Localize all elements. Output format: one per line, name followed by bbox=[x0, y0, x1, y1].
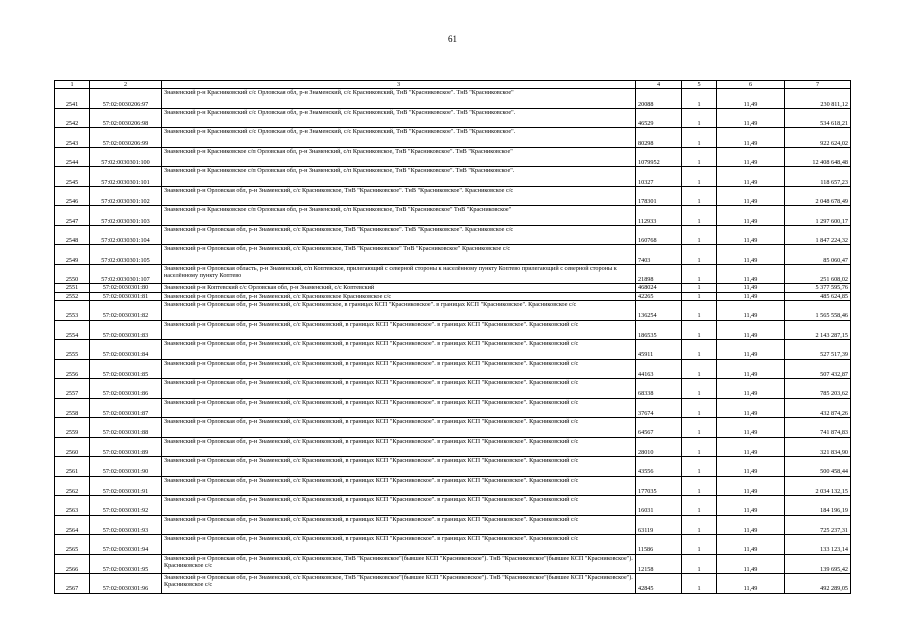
cell-rate: 11,49 bbox=[717, 359, 785, 379]
cell-cadastral-number: 57:02:0030301:91 bbox=[90, 476, 162, 496]
header-col-1: 1 bbox=[55, 81, 90, 89]
registry-table-container bbox=[54, 80, 850, 594]
cell-cadastral-number: 57:02:0030301:81 bbox=[90, 292, 162, 300]
cell-area: 20088 bbox=[636, 89, 682, 109]
header-col-6: 6 bbox=[717, 81, 785, 89]
cell-row-number: 2550 bbox=[55, 264, 90, 284]
cell-address: Знаменский р-н Орловская обл, р-н Знаменский, с/с Красниковское, ТнВ "Красниковское". ТнВ "Красниковское". Красниковское с/с bbox=[162, 186, 636, 206]
table-row bbox=[55, 359, 851, 379]
cell-count: 1 bbox=[682, 147, 717, 167]
cell-count: 1 bbox=[682, 108, 717, 128]
registry-table bbox=[54, 80, 851, 594]
cell-address: Знаменский р-н Красниковское с/п Орловская обл, р-н Знаменский, с/п Красниковское, ТнВ "Красниковское". ТнВ "Красниковское" bbox=[162, 147, 636, 167]
cell-cadastral-number: 57:02:0030206:99 bbox=[90, 128, 162, 148]
table-row bbox=[55, 264, 851, 284]
cell-row-number: 2544 bbox=[55, 147, 90, 167]
cell-area: 68338 bbox=[636, 379, 682, 399]
cell-count: 1 bbox=[682, 535, 717, 555]
cell-rate: 11,49 bbox=[717, 398, 785, 418]
cell-cadastral-number: 57:02:0030301:83 bbox=[90, 320, 162, 340]
table-row bbox=[55, 379, 851, 399]
cell-cadastral-number: 57:02:0030301:100 bbox=[90, 147, 162, 167]
cell-value: 1 565 558,46 bbox=[785, 301, 851, 321]
cell-count: 1 bbox=[682, 320, 717, 340]
cell-area: 12158 bbox=[636, 554, 682, 574]
cell-cadastral-number: 57:02:0030301:82 bbox=[90, 301, 162, 321]
header-col-7: 7 bbox=[785, 81, 851, 89]
cell-address: Знаменский р-н Красниковский с/с Орловская обл, р-н Знаменский, с/с Красниковский, ТнВ "Красниковское". ТнВ "Красниковское". bbox=[162, 128, 636, 148]
cell-address: Знаменский р-н Орловская область, р-н Знаменский, с/п Коптевское, прилегающий с северной стороны к населённому пункту Коптево прилегающий с северной стороны к населённому пункту Коптево bbox=[162, 264, 636, 284]
cell-cadastral-number: 57:02:0030301:86 bbox=[90, 379, 162, 399]
cell-count: 1 bbox=[682, 574, 717, 594]
cell-rate: 11,49 bbox=[717, 340, 785, 360]
cell-address: Знаменский р-н Орловская обл, р-н Знаменский, с/с Красниковское, ТнВ "Красниковское" ТнВ "Красниковское" Красниковское с/с bbox=[162, 245, 636, 265]
cell-value: 133 123,14 bbox=[785, 535, 851, 555]
cell-rate: 11,49 bbox=[717, 284, 785, 292]
cell-address: Знаменский р-н Орловская обл, р-н Знаменский, с/с Красниковский, в границах КСП "Красниковское". в границах КСП "Красниковское". Красниковский с/с bbox=[162, 496, 636, 516]
cell-rate: 11,49 bbox=[717, 128, 785, 148]
cell-rate: 11,49 bbox=[717, 147, 785, 167]
cell-rate: 11,49 bbox=[717, 418, 785, 438]
table-row bbox=[55, 535, 851, 555]
cell-cadastral-number: 57:02:0030301:85 bbox=[90, 359, 162, 379]
table-row bbox=[55, 89, 851, 109]
cell-cadastral-number: 57:02:0030301:95 bbox=[90, 554, 162, 574]
cell-rate: 11,49 bbox=[717, 301, 785, 321]
cell-count: 1 bbox=[682, 264, 717, 284]
table-body bbox=[55, 89, 851, 593]
table-row bbox=[55, 128, 851, 148]
cell-rate: 11,49 bbox=[717, 225, 785, 245]
cell-area: 112933 bbox=[636, 206, 682, 226]
cell-row-number: 2558 bbox=[55, 398, 90, 418]
cell-row-number: 2542 bbox=[55, 108, 90, 128]
table-row bbox=[55, 245, 851, 265]
cell-value: 2 048 678,49 bbox=[785, 186, 851, 206]
cell-address: Знаменский р-н Орловская обл, р-н Знаменский, с/с Красниковское, ТнВ "Красниковское". ТнВ "Красниковское". Красниковское с/с bbox=[162, 225, 636, 245]
cell-area: 43556 bbox=[636, 457, 682, 477]
cell-area: 11586 bbox=[636, 535, 682, 555]
cell-row-number: 2551 bbox=[55, 284, 90, 292]
cell-value: 85 060,47 bbox=[785, 245, 851, 265]
cell-area: 80298 bbox=[636, 128, 682, 148]
table-row bbox=[55, 147, 851, 167]
cell-cadastral-number: 57:02:0030301:93 bbox=[90, 515, 162, 535]
table-row bbox=[55, 398, 851, 418]
cell-address: Знаменский р-н Орловская обл, р-н Знаменский, с/с Красниковский, в границах КСП "Красниковское". в границах КСП "Красниковское". Красниковский с/с bbox=[162, 515, 636, 535]
table-row bbox=[55, 167, 851, 187]
cell-area: 178301 bbox=[636, 186, 682, 206]
cell-value: 527 517,39 bbox=[785, 340, 851, 360]
table-row bbox=[55, 437, 851, 457]
cell-count: 1 bbox=[682, 496, 717, 516]
cell-count: 1 bbox=[682, 515, 717, 535]
header-col-2: 2 bbox=[90, 81, 162, 89]
cell-address: Знаменский р-н Красниковское с/п Орловская обл, р-н Знаменский, с/п Красниковское, ТнВ "Красниковское" ТнВ "Красниковское" bbox=[162, 206, 636, 226]
cell-count: 1 bbox=[682, 554, 717, 574]
cell-value: 741 874,83 bbox=[785, 418, 851, 438]
cell-address: Знаменский р-н Коптевский с/с Орловская обл, р-н Знаменский, с/с Коптевский bbox=[162, 284, 636, 292]
cell-rate: 11,49 bbox=[717, 535, 785, 555]
cell-value: 2 143 287,15 bbox=[785, 320, 851, 340]
cell-area: 46529 bbox=[636, 108, 682, 128]
cell-count: 1 bbox=[682, 437, 717, 457]
cell-cadastral-number: 57:02:0030301:87 bbox=[90, 398, 162, 418]
cell-address: Знаменский р-н Орловская обл, р-н Знаменский, с/с Красниковский, в границах КСП "Красниковское". в границах КСП "Красниковское". Красниковский с/с bbox=[162, 398, 636, 418]
cell-row-number: 2561 bbox=[55, 457, 90, 477]
cell-cadastral-number: 57:02:0030301:89 bbox=[90, 437, 162, 457]
cell-cadastral-number: 57:02:0030301:104 bbox=[90, 225, 162, 245]
cell-count: 1 bbox=[682, 398, 717, 418]
cell-value: 251 608,02 bbox=[785, 264, 851, 284]
cell-value: 492 289,05 bbox=[785, 574, 851, 594]
table-row bbox=[55, 476, 851, 496]
table-row bbox=[55, 301, 851, 321]
cell-cadastral-number: 57:02:0030301:101 bbox=[90, 167, 162, 187]
cell-area: 63119 bbox=[636, 515, 682, 535]
cell-cadastral-number: 57:02:0030301:105 bbox=[90, 245, 162, 265]
cell-rate: 11,49 bbox=[717, 379, 785, 399]
cell-value: 534 618,21 bbox=[785, 108, 851, 128]
cell-address: Знаменский р-н Орловская обл, р-н Знаменский, с/с Красниковское, ТнВ "Красниковское"(бывшее КСП "Красниковское"). ТнВ "Красниковское"(бывшее КСП "Красниковское"). Красниковское с/с bbox=[162, 574, 636, 594]
cell-row-number: 2566 bbox=[55, 554, 90, 574]
cell-row-number: 2564 bbox=[55, 515, 90, 535]
cell-count: 1 bbox=[682, 340, 717, 360]
cell-value: 184 196,19 bbox=[785, 496, 851, 516]
cell-rate: 11,49 bbox=[717, 476, 785, 496]
cell-row-number: 2567 bbox=[55, 574, 90, 594]
cell-address: Знаменский р-н Красниковский с/с Орловская обл, р-н Знаменский, с/с Красниковский, ТнВ "Красниковское". ТнВ "Красниковское" bbox=[162, 89, 636, 109]
cell-cadastral-number: 57:02:0030206:97 bbox=[90, 89, 162, 109]
cell-area: 468024 bbox=[636, 284, 682, 292]
cell-row-number: 2557 bbox=[55, 379, 90, 399]
cell-address: Знаменский р-н Орловская обл, р-н Знаменский, с/с Красниковский, в границах КСП "Красниковское". в границах КСП "Красниковское". Красниковский с/с bbox=[162, 437, 636, 457]
cell-rate: 11,49 bbox=[717, 574, 785, 594]
cell-cadastral-number: 57:02:0030301:84 bbox=[90, 340, 162, 360]
cell-area: 42265 bbox=[636, 292, 682, 300]
cell-count: 1 bbox=[682, 89, 717, 109]
table-row bbox=[55, 225, 851, 245]
cell-rate: 11,49 bbox=[717, 437, 785, 457]
cell-cadastral-number: 57:02:0030301:90 bbox=[90, 457, 162, 477]
cell-area: 10327 bbox=[636, 167, 682, 187]
cell-rate: 11,49 bbox=[717, 206, 785, 226]
cell-count: 1 bbox=[682, 301, 717, 321]
cell-cadastral-number: 57:02:0030301:88 bbox=[90, 418, 162, 438]
cell-address: Знаменский р-н Орловская обл, р-н Знаменский, с/с Красниковское Красниковское с/с bbox=[162, 292, 636, 300]
cell-value: 500 458,44 bbox=[785, 457, 851, 477]
cell-area: 44163 bbox=[636, 359, 682, 379]
cell-cadastral-number: 57:02:0030301:107 bbox=[90, 264, 162, 284]
cell-cadastral-number: 57:02:0030206:98 bbox=[90, 108, 162, 128]
cell-row-number: 2546 bbox=[55, 186, 90, 206]
cell-rate: 11,49 bbox=[717, 108, 785, 128]
table-row bbox=[55, 418, 851, 438]
cell-rate: 11,49 bbox=[717, 89, 785, 109]
cell-row-number: 2553 bbox=[55, 301, 90, 321]
cell-value: 507 432,87 bbox=[785, 359, 851, 379]
cell-row-number: 2563 bbox=[55, 496, 90, 516]
cell-row-number: 2559 bbox=[55, 418, 90, 438]
cell-address: Знаменский р-н Орловская обл, р-н Знаменский, с/с Красниковское, в границах КСП "Красниковское". в границах КСП "Красниковское". Красниковское с/с bbox=[162, 301, 636, 321]
cell-rate: 11,49 bbox=[717, 554, 785, 574]
cell-area: 136254 bbox=[636, 301, 682, 321]
cell-address: Знаменский р-н Орловская обл, р-н Знаменский, с/с Красниковское, ТнВ "Красниковское"(бывшее КСП "Красниковское"). ТнВ "Красниковское"(бывшее КСП "Красниковское"). Красниковское с/с bbox=[162, 554, 636, 574]
cell-cadastral-number: 57:02:0030301:94 bbox=[90, 535, 162, 555]
cell-row-number: 2547 bbox=[55, 206, 90, 226]
cell-cadastral-number: 57:02:0030301:80 bbox=[90, 284, 162, 292]
cell-rate: 11,49 bbox=[717, 264, 785, 284]
cell-area: 37674 bbox=[636, 398, 682, 418]
table-row bbox=[55, 515, 851, 535]
cell-cadastral-number: 57:02:0030301:92 bbox=[90, 496, 162, 516]
cell-row-number: 2541 bbox=[55, 89, 90, 109]
cell-rate: 11,49 bbox=[717, 292, 785, 300]
table-row bbox=[55, 340, 851, 360]
cell-row-number: 2554 bbox=[55, 320, 90, 340]
cell-count: 1 bbox=[682, 245, 717, 265]
cell-value: 230 811,12 bbox=[785, 89, 851, 109]
table-row bbox=[55, 284, 851, 292]
table-row bbox=[55, 457, 851, 477]
cell-count: 1 bbox=[682, 128, 717, 148]
cell-count: 1 bbox=[682, 292, 717, 300]
cell-row-number: 2555 bbox=[55, 340, 90, 360]
table-row bbox=[55, 320, 851, 340]
cell-row-number: 2549 bbox=[55, 245, 90, 265]
cell-area: 28010 bbox=[636, 437, 682, 457]
cell-row-number: 2545 bbox=[55, 167, 90, 187]
cell-cadastral-number: 57:02:0030301:102 bbox=[90, 186, 162, 206]
cell-value: 785 203,62 bbox=[785, 379, 851, 399]
cell-value: 1 847 224,32 bbox=[785, 225, 851, 245]
header-col-5: 5 bbox=[682, 81, 717, 89]
cell-row-number: 2556 bbox=[55, 359, 90, 379]
cell-area: 42845 bbox=[636, 574, 682, 594]
cell-address: Знаменский р-н Орловская обл, р-н Знаменский, с/с Красниковский, в границах КСП "Красниковское". в границах КСП "Красниковское". Красниковский с/с bbox=[162, 535, 636, 555]
cell-value: 725 237,31 bbox=[785, 515, 851, 535]
cell-address: Знаменский р-н Орловская обл, р-н Знаменский, с/с Красниковский, в границах КСП "Красниковское". в границах КСП "Красниковское". Красниковский с/с bbox=[162, 379, 636, 399]
cell-value: 321 834,90 bbox=[785, 437, 851, 457]
cell-area: 186535 bbox=[636, 320, 682, 340]
cell-address: Знаменский р-н Орловская обл, р-н Знаменский, с/с Красниковский, в границах КСП "Красниковское". в границах КСП "Красниковское". Красниковский с/с bbox=[162, 418, 636, 438]
cell-value: 139 695,42 bbox=[785, 554, 851, 574]
table-row bbox=[55, 206, 851, 226]
cell-count: 1 bbox=[682, 418, 717, 438]
cell-rate: 11,49 bbox=[717, 320, 785, 340]
cell-address: Знаменский р-н Орловская обл, р-н Знаменский, с/с Красниковский, в границах КСП "Красниковское". в границах КСП "Красниковское". Красниковский с/с bbox=[162, 457, 636, 477]
cell-cadastral-number: 57:02:0030301:103 bbox=[90, 206, 162, 226]
cell-address: Знаменский р-н Орловская обл, р-н Знаменский, с/с Красниковский, в границах КСП "Красниковское". в границах КСП "Красниковское". Красниковский с/с bbox=[162, 340, 636, 360]
cell-rate: 11,49 bbox=[717, 167, 785, 187]
cell-rate: 11,49 bbox=[717, 457, 785, 477]
cell-value: 1 297 600,17 bbox=[785, 206, 851, 226]
header-row bbox=[55, 81, 851, 89]
cell-address: Знаменский р-н Орловская обл, р-н Знаменский, с/с Красниковский, в границах КСП "Красниковское". в границах КСП "Красниковское". Красниковский с/с bbox=[162, 359, 636, 379]
cell-value: 432 874,26 bbox=[785, 398, 851, 418]
table-row bbox=[55, 108, 851, 128]
cell-count: 1 bbox=[682, 186, 717, 206]
cell-cadastral-number: 57:02:0030301:96 bbox=[90, 574, 162, 594]
cell-area: 160768 bbox=[636, 225, 682, 245]
cell-area: 177035 bbox=[636, 476, 682, 496]
cell-rate: 11,49 bbox=[717, 515, 785, 535]
page-number: 61 bbox=[448, 34, 457, 44]
cell-row-number: 2543 bbox=[55, 128, 90, 148]
cell-count: 1 bbox=[682, 284, 717, 292]
cell-value: 2 034 132,15 bbox=[785, 476, 851, 496]
cell-row-number: 2562 bbox=[55, 476, 90, 496]
cell-address: Знаменский р-н Орловская обл, р-н Знаменский, с/с Красниковский, в границах КСП "Красниковское". в границах КСП "Красниковское". Красниковский с/с bbox=[162, 476, 636, 496]
cell-area: 16031 bbox=[636, 496, 682, 516]
cell-count: 1 bbox=[682, 225, 717, 245]
table-row bbox=[55, 186, 851, 206]
cell-count: 1 bbox=[682, 167, 717, 187]
cell-area: 7403 bbox=[636, 245, 682, 265]
table-row bbox=[55, 292, 851, 300]
cell-count: 1 bbox=[682, 457, 717, 477]
cell-value: 12 408 648,48 bbox=[785, 147, 851, 167]
table-row bbox=[55, 554, 851, 574]
cell-count: 1 bbox=[682, 206, 717, 226]
cell-area: 64567 bbox=[636, 418, 682, 438]
cell-value: 5 377 595,76 bbox=[785, 284, 851, 292]
cell-area: 45911 bbox=[636, 340, 682, 360]
cell-value: 922 624,02 bbox=[785, 128, 851, 148]
cell-area: 1079952 bbox=[636, 147, 682, 167]
header-col-3: 3 bbox=[162, 81, 636, 89]
table-row bbox=[55, 574, 851, 594]
cell-value: 118 657,23 bbox=[785, 167, 851, 187]
cell-row-number: 2560 bbox=[55, 437, 90, 457]
cell-rate: 11,49 bbox=[717, 245, 785, 265]
cell-count: 1 bbox=[682, 379, 717, 399]
cell-row-number: 2548 bbox=[55, 225, 90, 245]
cell-count: 1 bbox=[682, 359, 717, 379]
cell-rate: 11,49 bbox=[717, 186, 785, 206]
cell-address: Знаменский р-н Красниковское с/п Орловская обл, р-н Знаменский, с/п Красниковское, ТнВ "Красниковское". ТнВ "Красниковское". bbox=[162, 167, 636, 187]
table-row bbox=[55, 496, 851, 516]
cell-address: Знаменский р-н Красниковский с/с Орловская обл, р-н Знаменский, с/с Красниковский, ТнВ "Красниковское". ТнВ "Красниковское". bbox=[162, 108, 636, 128]
cell-rate: 11,49 bbox=[717, 496, 785, 516]
cell-row-number: 2552 bbox=[55, 292, 90, 300]
header-col-4: 4 bbox=[636, 81, 682, 89]
cell-row-number: 2565 bbox=[55, 535, 90, 555]
cell-area: 21898 bbox=[636, 264, 682, 284]
cell-value: 485 624,85 bbox=[785, 292, 851, 300]
cell-count: 1 bbox=[682, 476, 717, 496]
cell-address: Знаменский р-н Орловская обл, р-н Знаменский, с/с Красниковский, в границах КСП "Красниковское". в границах КСП "Красниковское". Красниковский с/с bbox=[162, 320, 636, 340]
